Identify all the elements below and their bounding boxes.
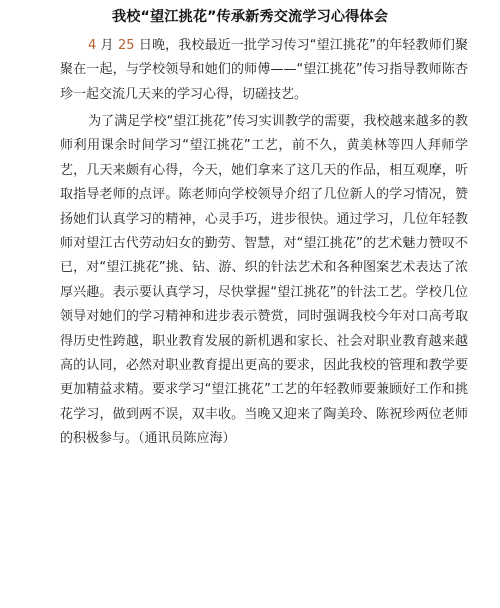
date-day: 25 [118, 38, 135, 53]
paragraph-2-text: 为了满足学校“望江挑花”传习实训教学的需要，我校越来越多的教师利用课余时间学习“望江挑花”工艺，前不久，黄美林等四人拜师学艺，几天来颇有心得，今天，她们拿来了这几天的作品，相互观摩，听取指导老师的点评。陈老师向学校领导介绍了几位新人的学习情况，赞扬她们认真学习的精神，心灵手巧，进步很快。通过学习，几位年轻教师对望江古代劳动妇女的勤劳、智慧，对“望江挑花”的艺术魅力赞叹不已，对“望江挑花”挑、钻、游、织的针法艺术和各种图案艺术表达了浓厚兴趣。表示要认真学习，尽快掌握“望江挑花”的针法工艺。学校几位领导对她们的学习精神和进步表示赞赏，同时强调我校今年对口高考取得历史性跨越，职业教育发展的新机遇和家长、社会对职业教育越来越高的认同，必然对职业教育提出更高的要求，因此我校的管理和教学要更加精益求精。要求学习“望江挑花”工艺的年轻教师要兼顾好工作和挑花学习，做到两不误，双丰收。当晚又迎来了陶美玲、陈祝珍两位老师的积极参与。（通讯员陈应海） [60, 114, 468, 447]
date-month-unit: 月 [96, 38, 118, 53]
paragraph-1-text: 日晚，我校最近一批学习传习“望江挑花”的年轻教师们聚聚在一起，与学校领导和她们的师傅——“望江挑花”传习指导教师陈杏珍一起交流几天来的学习心得，切磋技艺。 [60, 38, 469, 102]
paragraph-2 [60, 110, 468, 452]
article-title: 我校“望江挑花”传承新秀交流学习心得体会 [111, 9, 389, 25]
date-month: 4 [88, 38, 97, 53]
paragraph-1 [60, 34, 468, 107]
